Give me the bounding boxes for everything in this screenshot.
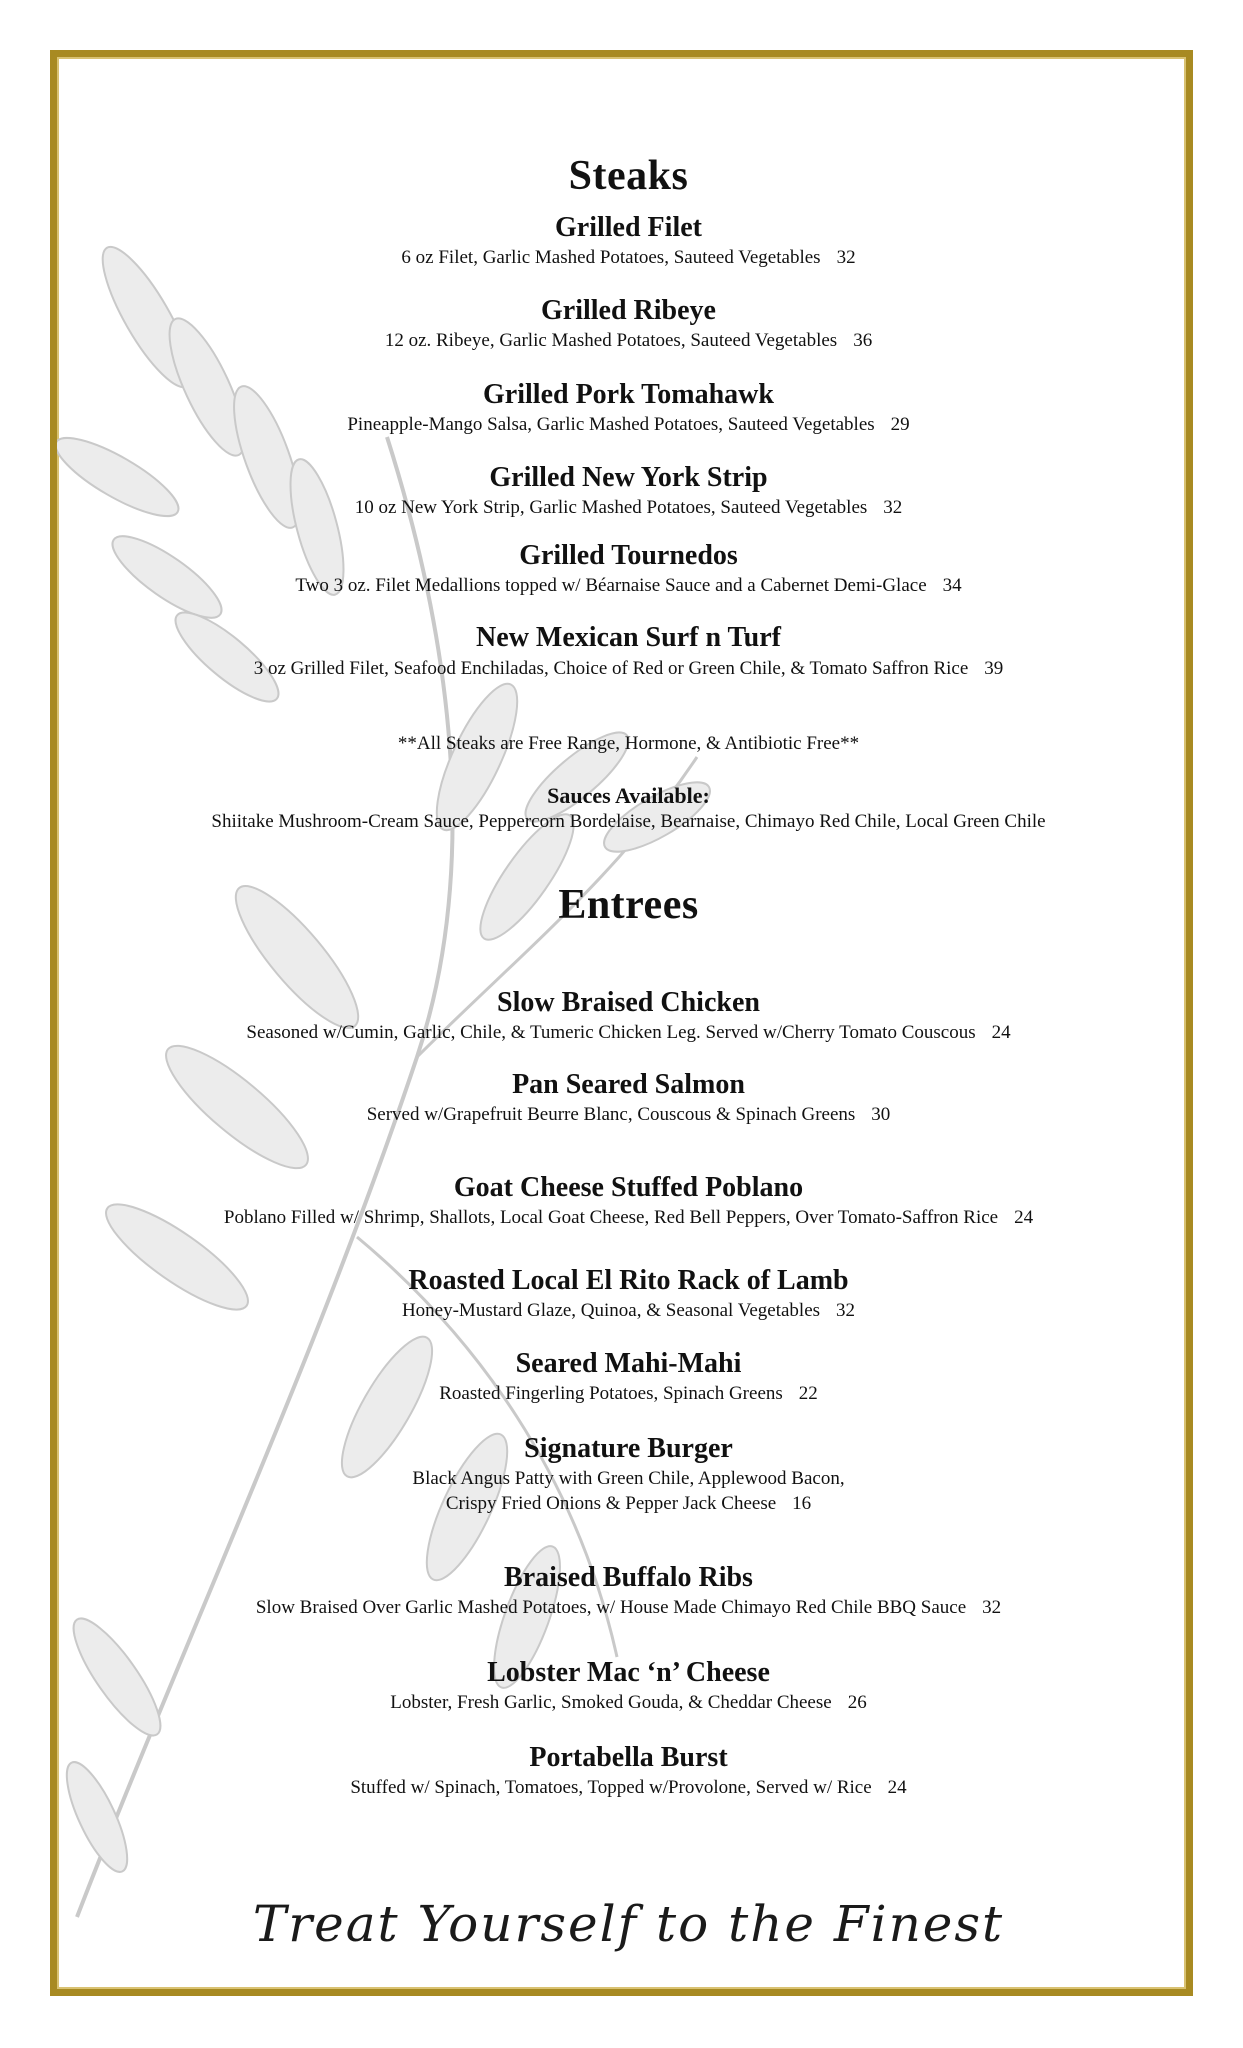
price: 29 — [890, 414, 910, 435]
surf-n-turf-name: New Mexican Surf n Turf — [476, 622, 781, 653]
price: 24 — [1014, 1207, 1034, 1228]
sauces-heading: Sauces Available: — [547, 783, 710, 808]
braised-buffalo-ribs-desc: Slow Braised Over Garlic Mashed Potatoes, w/ House Made Chimayo Red Chile BBQ Sauce 32 — [255, 1597, 1002, 1618]
grilled-tournedos-name: Grilled Tournedos — [519, 540, 738, 571]
price: 39 — [984, 658, 1004, 679]
surf-n-turf-desc: 3 oz Grilled Filet, Seafood Enchiladas, Choice of Red or Green Chile, & Tomato Saffron Rice 39 — [253, 658, 1004, 679]
grilled-ribeye-name: Grilled Ribeye — [541, 295, 716, 326]
price: 32 — [982, 1597, 1002, 1618]
lobster-mac-desc: Lobster, Fresh Garlic, Smoked Gouda, & Cheddar Cheese 26 — [390, 1692, 867, 1713]
grilled-filet-name: Grilled Filet — [555, 212, 702, 243]
grilled-ribeye-desc: 12 oz. Ribeye, Garlic Mashed Potatoes, Sauteed Vegetables 36 — [384, 330, 873, 351]
goat-cheese-poblano-name: Goat Cheese Stuffed Poblano — [453, 1172, 804, 1203]
steaks-note: **All Steaks are Free Range, Hormone, & Antibiotic Free** — [397, 733, 860, 754]
price: 24 — [887, 1777, 907, 1798]
grilled-pork-tomahawk-desc: Pineapple-Mango Salsa, Garlic Mashed Potatoes, Sauteed Vegetables 29 — [347, 414, 910, 435]
price: 16 — [792, 1493, 812, 1514]
slow-braised-chicken-name: Slow Braised Chicken — [497, 987, 760, 1018]
price: 24 — [991, 1022, 1011, 1043]
tagline: Treat Yourself to the Finest — [252, 1895, 1005, 1953]
price: 32 — [883, 497, 903, 518]
signature-burger-desc: Black Angus Patty with Green Chile, Applewood Bacon, — [412, 1468, 845, 1489]
price: 22 — [798, 1383, 818, 1404]
price: 34 — [942, 575, 962, 596]
menu-content — [57, 57, 1193, 1996]
steaks-heading: Steaks — [568, 153, 689, 199]
pan-seared-salmon-desc: Served w/Grapefruit Beurre Blanc, Couscous & Spinach Greens 30 — [366, 1104, 891, 1125]
portabella-burst-desc: Stuffed w/ Spinach, Tomatoes, Topped w/Provolone, Served w/ Rice 24 — [350, 1777, 907, 1798]
price: 26 — [847, 1692, 867, 1713]
menu-frame — [50, 50, 1193, 1996]
price: 30 — [871, 1104, 891, 1125]
rack-of-lamb-desc: Honey-Mustard Glaze, Quinoa, & Seasonal Vegetables 32 — [401, 1300, 856, 1321]
braised-buffalo-ribs-name: Braised Buffalo Ribs — [504, 1562, 753, 1593]
grilled-new-york-strip-desc: 10 oz New York Strip, Garlic Mashed Potatoes, Sauteed Vegetables 32 — [354, 497, 903, 518]
lobster-mac-name: Lobster Mac ‘n’ Cheese — [487, 1657, 770, 1688]
slow-braised-chicken-desc: Seasoned w/Cumin, Garlic, Chile, & Tumeric Chicken Leg. Served w/Cherry Tomato Couscous 24 — [246, 1022, 1011, 1043]
grilled-filet-desc: 6 oz Filet, Garlic Mashed Potatoes, Sauteed Vegetables 32 — [401, 247, 856, 268]
rack-of-lamb-name: Roasted Local El Rito Rack of Lamb — [408, 1265, 849, 1296]
seared-mahi-mahi-desc: Roasted Fingerling Potatoes, Spinach Greens 22 — [439, 1383, 818, 1404]
grilled-new-york-strip-name: Grilled New York Strip — [489, 462, 768, 493]
grilled-tournedos-desc: Two 3 oz. Filet Medallions topped w/ Béarnaise Sauce and a Cabernet Demi-Glace 34 — [295, 575, 962, 596]
price: 32 — [836, 247, 856, 268]
price: 32 — [836, 1300, 856, 1321]
seared-mahi-mahi-name: Seared Mahi-Mahi — [515, 1348, 742, 1379]
portabella-burst-name: Portabella Burst — [529, 1742, 728, 1773]
signature-burger-name: Signature Burger — [524, 1433, 733, 1464]
pan-seared-salmon-name: Pan Seared Salmon — [512, 1069, 745, 1100]
price: 36 — [853, 330, 873, 351]
sauces-list: Shiitake Mushroom-Cream Sauce, Peppercorn Bordelaise, Bearnaise, Chimayo Red Chile, Local Green Chile — [211, 811, 1046, 832]
entrees-heading: Entrees — [558, 882, 699, 928]
grilled-pork-tomahawk-name: Grilled Pork Tomahawk — [483, 379, 774, 410]
goat-cheese-poblano-desc: Poblano Filled w/ Shrimp, Shallots, Local Goat Cheese, Red Bell Peppers, Over Tomato-Saffron Rice 24 — [223, 1207, 1034, 1228]
signature-burger-desc-2: Crispy Fried Onions & Pepper Jack Cheese 16 — [445, 1493, 812, 1514]
